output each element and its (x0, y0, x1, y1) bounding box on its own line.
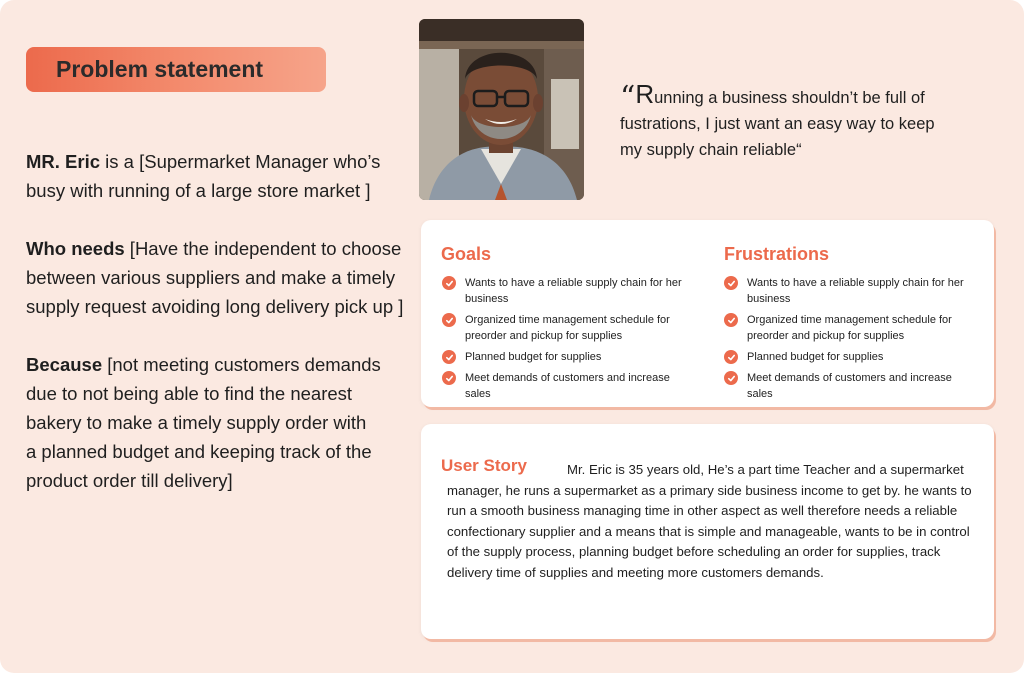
frustrations-title: Frustrations (724, 244, 830, 264)
goals-item (442, 312, 692, 344)
statement-needs-text: [Have the independent to choose between various suppliers and make a timely supply request avoiding long delivery pick up ] (26, 238, 404, 317)
persona-quote (620, 79, 960, 163)
check-icon (724, 371, 738, 385)
check-icon (724, 276, 738, 290)
statement-name: MR. Eric (26, 151, 101, 172)
statement-role-text: is a [Supermarket Manager who’s busy with running of a large store market ] (26, 151, 381, 201)
user-story-card (421, 424, 994, 639)
goals-title: Goals (441, 244, 492, 264)
goals-frustrations-card (421, 220, 994, 407)
frustrations-item-text: Wants to have a reliable supply chain for her business (747, 277, 964, 305)
goals-item (442, 275, 692, 307)
goals-item (442, 349, 692, 365)
statement-paragraph-because (26, 350, 406, 495)
problem-statement-badge (26, 47, 326, 92)
frustrations-item (724, 275, 974, 307)
goals-item-text: Meet demands of customers and increase sales (465, 372, 670, 400)
frustrations-item-text: Organized time management schedule for preorder and pickup for supplies (747, 314, 952, 342)
problem-statement-title: Problem statement (56, 56, 264, 82)
check-icon (442, 276, 456, 290)
statement-paragraph-who (26, 147, 406, 205)
problem-statement-body (26, 147, 406, 524)
statement-paragraph-needs (26, 234, 406, 321)
goals-item-text: Planned budget for supplies (465, 351, 602, 363)
user-story-text: Mr. Eric is 35 years old, He’s a part time Teacher and a supermarket manager, he runs a supermarket as a primary side business income to get by. he wants to run a smooth business managing time in other aspect as well therefore needs a reliable confectionary supplier and a means that is simple and manageable, wants to be in control of the supply process, planning budget before scheduling an order for supplies, track delivery time of supplies and meeting more customers demands. (447, 462, 972, 580)
user-story-text-block (447, 460, 972, 583)
frustrations-item (724, 349, 974, 365)
check-icon (442, 371, 456, 385)
check-icon (724, 350, 738, 364)
user-story-title: User Story (441, 456, 527, 475)
statement-because-text: [not meeting customers demands due to not being able to find the nearest bakery to make a timely supply order with (26, 354, 381, 433)
goals-list (442, 275, 692, 407)
frustrations-item-text: Meet demands of customers and increase sales (747, 372, 952, 400)
goals-item-text: Organized time management schedule for preorder and pickup for supplies (465, 314, 670, 342)
quote-text: unning a business shouldn’t be full of fustrations, I just want an easy way to keep my supply chain reliable“ (620, 89, 935, 159)
statement-needs-label: Who needs (26, 238, 125, 259)
check-icon (442, 313, 456, 327)
goals-item-text: Wants to have a reliable supply chain for her business (465, 277, 682, 305)
check-icon (442, 350, 456, 364)
persona-photo (419, 19, 584, 200)
frustrations-item (724, 370, 974, 402)
frustrations-item (724, 312, 974, 344)
quote-open-mark: “ (620, 80, 636, 115)
quote-first-letter: R (635, 79, 655, 109)
frustrations-item-text: Planned budget for supplies (747, 351, 884, 363)
goals-item (442, 370, 692, 402)
statement-because-text-2: a planned budget and keeping track of the product order till delivery] (26, 441, 372, 491)
statement-because-label: Because (26, 354, 103, 375)
frustrations-list (724, 275, 974, 407)
check-icon (724, 313, 738, 327)
